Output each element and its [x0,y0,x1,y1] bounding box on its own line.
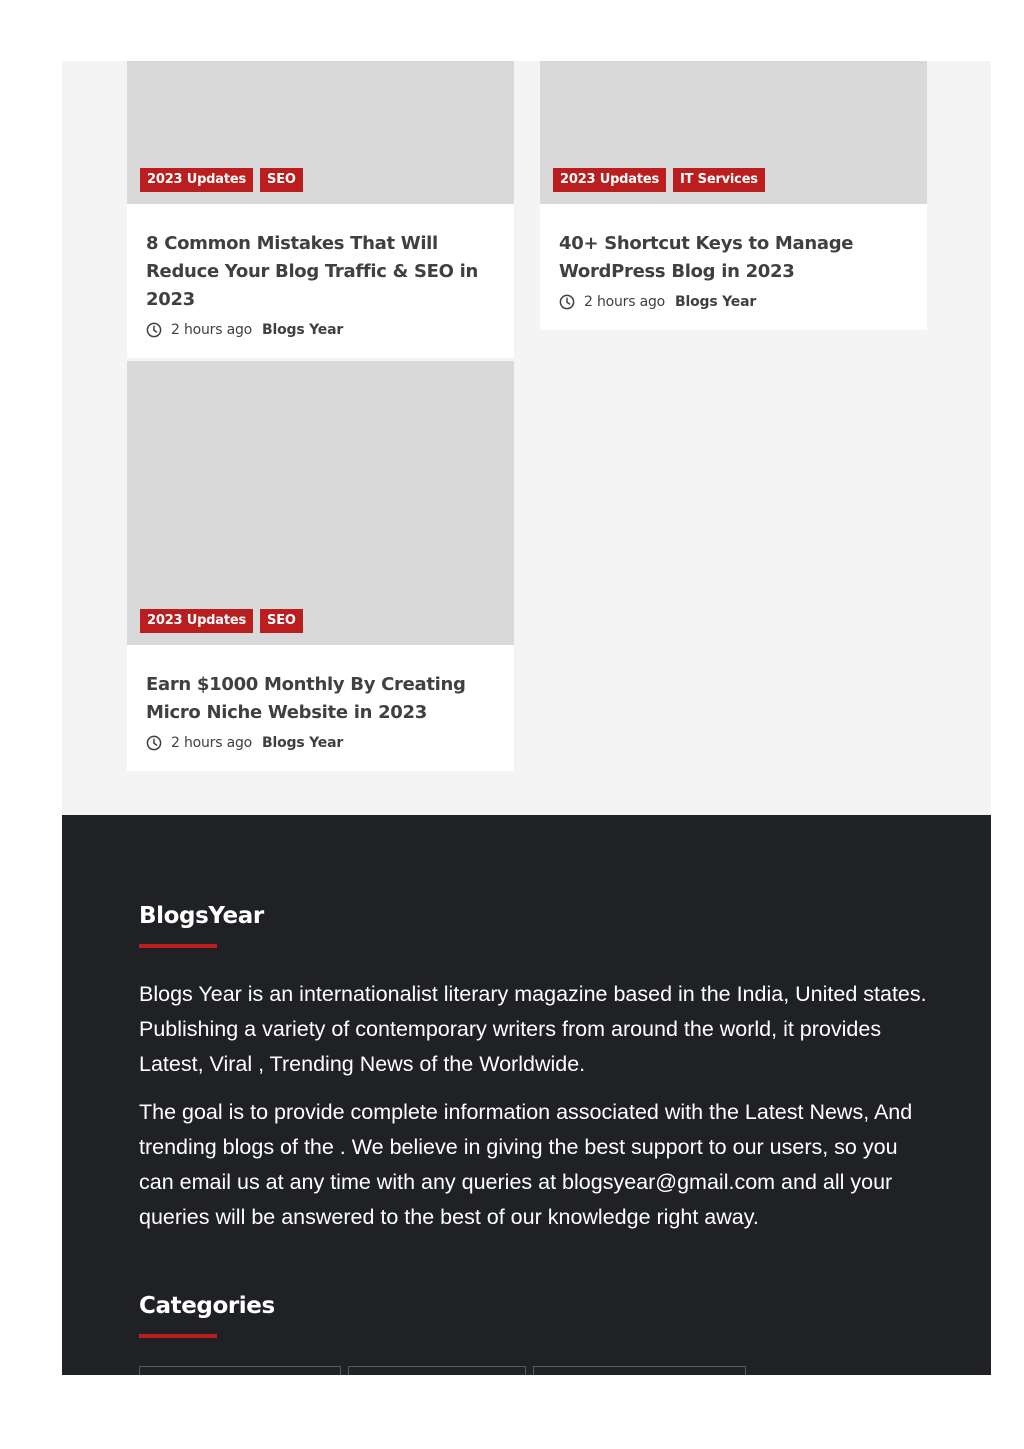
about-paragraph: Blogs Year is an internationalist literary magazine based in the India, United states. Publishing a variety of contemporary writers from around the world, it provides Latest, Viral , Trending News of the Worldwide. [139,982,927,1076]
post-thumbnail[interactable] [540,61,927,204]
page [62,61,991,1375]
post-card [127,61,514,358]
clock-icon [146,322,162,338]
category-tag[interactable]: 2023 Updates [553,168,666,192]
category-link[interactable] [533,1366,746,1375]
category-tag[interactable]: IT Services [673,168,765,192]
post-meta [559,294,908,310]
post-title[interactable]: Earn $1000 Monthly By Creating Micro Niche Website in 2023 [146,674,466,723]
post-categories [553,168,765,192]
clock-icon [146,735,162,751]
category-tag[interactable]: SEO [260,609,303,633]
post-thumbnail[interactable] [127,61,514,204]
categories-widget-title: Categories [139,1293,275,1319]
post-meta [146,735,495,751]
post-time: 2 hours ago [171,322,253,338]
post-title[interactable]: 8 Common Mistakes That Will Reduce Your Blog Traffic & SEO in 2023 [146,233,478,310]
category-tag[interactable]: 2023 Updates [140,168,253,192]
post-card [540,61,927,330]
post-categories [140,168,303,192]
post-categories [140,609,303,633]
about-paragraph: The goal is to provide complete information associated with the Latest News, And trending blogs of the . We believe in giving the best support to our users, so you can email us at any time with any queries at blogsyear@gmail.com and all your queries will be answered to the best of our knowledge right away. [139,1100,913,1229]
posts-grid [62,61,991,815]
post-author[interactable]: Blogs Year [262,322,344,338]
post-meta [146,322,495,338]
about-widget-title: BlogsYear [139,903,264,929]
about-text [139,977,929,1248]
title-underline [139,944,217,948]
category-list [139,1366,746,1375]
post-time: 2 hours ago [171,735,253,751]
post-card [127,361,514,771]
post-title[interactable]: 40+ Shortcut Keys to Manage WordPress Blog in 2023 [559,233,854,282]
post-author[interactable]: Blogs Year [675,294,757,310]
post-time: 2 hours ago [584,294,666,310]
clock-icon [559,294,575,310]
category-tag[interactable]: 2023 Updates [140,609,253,633]
category-link[interactable] [139,1366,341,1375]
title-underline [139,1334,217,1338]
site-footer [62,815,991,1375]
category-link[interactable] [348,1366,526,1375]
post-thumbnail[interactable] [127,361,514,645]
post-author[interactable]: Blogs Year [262,735,344,751]
category-tag[interactable]: SEO [260,168,303,192]
